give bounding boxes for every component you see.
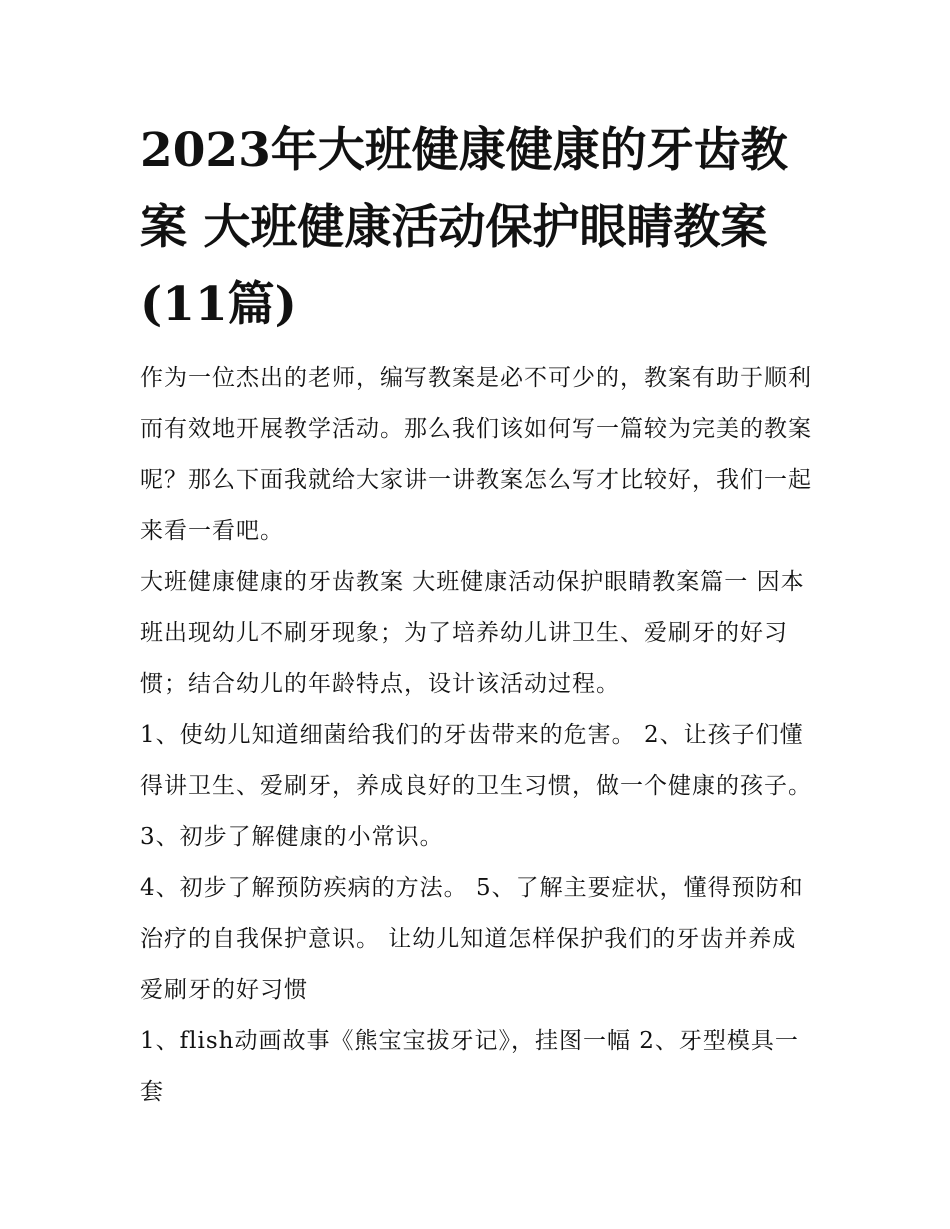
paragraph-background: 大班健康健康的牙齿教案 大班健康活动保护眼睛教案篇一 因本班出现幼儿不刷牙现象；为了培养幼儿讲卫生、爱刷牙的好习惯；结合幼儿的年龄特点，设计该活动过程。 [140,569,805,697]
paragraph-materials: 1、flish动画故事《熊宝宝拔牙记》，挂图一幅 2、牙型模具一套 [140,1028,799,1105]
document-page [140,112,812,1118]
document-title: 2023年大班健康健康的牙齿教案 大班健康活动保护眼睛教案(11篇) [140,123,788,332]
paragraph-goals-2: 4、初步了解预防疾病的方法。 5、了解主要症状，懂得预防和治疗的自我保护意识。 让幼儿知道怎样保护我们的牙齿并养成爱刷牙的好习惯 [140,875,804,1003]
paragraph-intro: 作为一位杰出的老师，编写教案是必不可少的，教案有助于顺利而有效地开展教学活动。那么我们该如何写一篇较为完美的教案呢？那么下面我就给大家讲一讲教案怎么写才比较好，我们一起来看一看吧。 [140,365,812,544]
paragraph-goals-1: 1、使幼儿知道细菌给我们的牙齿带来的危害。 2、让孩子们懂得讲卫生、爱刷牙，养成良好的卫生习惯，做一个健康的孩子。 3、初步了解健康的小常识。 [140,722,812,850]
